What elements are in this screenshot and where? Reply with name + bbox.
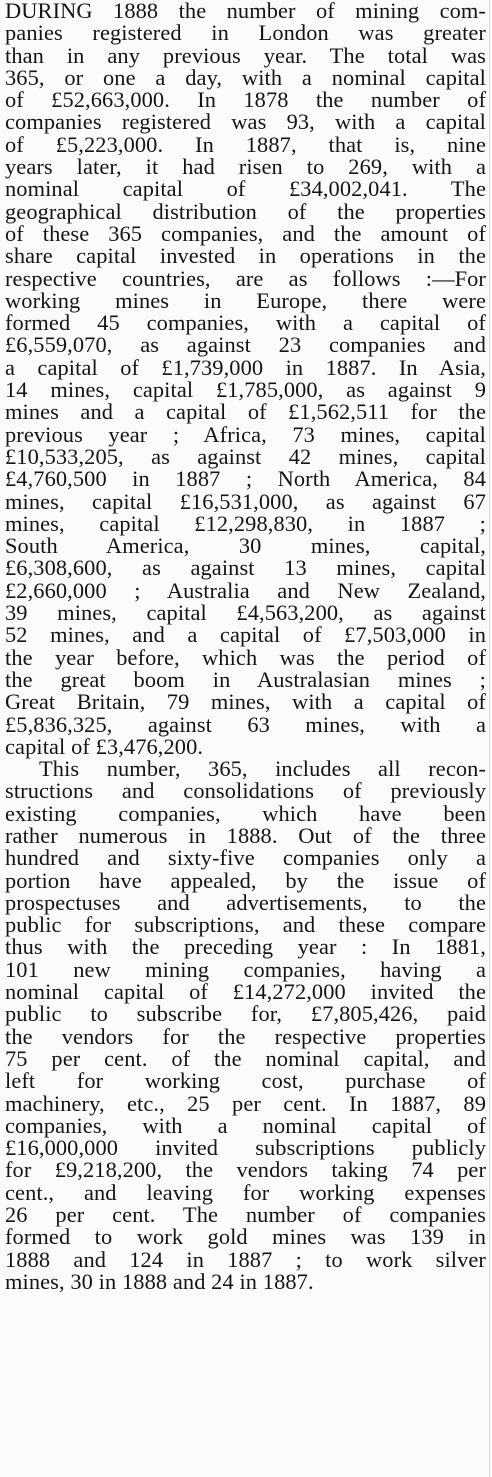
text-line: rather numerous in 1888. Out of the three: [5, 822, 486, 848]
text-line: 1888 and 124 in 1887 ; to work silver: [5, 1246, 486, 1272]
text-line: DURING 1888 the number of mining com-: [5, 0, 486, 23]
text-line: hundred and sixty-five companies only a: [5, 845, 486, 871]
text-line: nominal capital of £14,272,000 invited the: [5, 979, 486, 1005]
text-line: 26 per cent. The number of companies: [5, 1202, 486, 1228]
paragraph: [5, 0, 486, 758]
text-line: nominal capital of £34,002,041. The: [5, 176, 486, 202]
text-line: Great Britain, 79 mines, with a capital of: [5, 689, 486, 715]
text-line: of £5,223,000. In 1887, that is, nine: [5, 131, 486, 157]
text-line: South America, 30 mines, capital,: [5, 533, 486, 559]
text-line: previous year ; Africa, 73 mines, capital: [5, 421, 486, 447]
text-line: 14 mines, capital £1,785,000, as against 9: [5, 377, 486, 403]
text-line: the vendors for the respective properties: [5, 1023, 486, 1049]
text-line: a capital of £1,739,000 in 1887. In Asia,: [5, 354, 486, 380]
text-line: thus with the preceding year : In 1881,: [5, 934, 486, 960]
text-line: geographical distribution of the properties: [5, 198, 486, 224]
text-line: 39 mines, capital £4,563,200, as against: [5, 600, 486, 626]
paragraph: [5, 758, 486, 1293]
text-line: companies registered was 93, with a capital: [5, 109, 486, 135]
text-line: 52 mines, and a capital of £7,503,000 in: [5, 622, 486, 648]
text-line: of these 365 companies, and the amount of: [5, 220, 486, 246]
column-edge-rule: [489, 0, 490, 1477]
text-line: public to subscribe for, £7,805,426, paid: [5, 1001, 486, 1027]
text-line: portion have appealed, by the issue of: [5, 867, 486, 893]
text-line: than in any previous year. The total was: [5, 42, 486, 68]
text-line: £10,533,205, as against 42 mines, capital: [5, 443, 486, 469]
text-line: structions and consolidations of previously: [5, 778, 486, 804]
text-line: mines and a capital of £1,562,511 for the: [5, 399, 486, 425]
text-line: mines, capital £16,531,000, as against 67: [5, 488, 486, 514]
text-line: formed 45 companies, with a capital of: [5, 310, 486, 336]
text-line: machinery, etc., 25 per cent. In 1887, 89: [5, 1090, 486, 1116]
text-line: panies registered in London was greater: [5, 20, 486, 46]
text-line: left for working cost, purchase of: [5, 1068, 486, 1094]
text-line: 365, or one a day, with a nominal capital: [5, 64, 486, 90]
text-line: £6,308,600, as against 13 mines, capital: [5, 555, 486, 581]
text-line: 101 new mining companies, having a: [5, 956, 486, 982]
text-line: capital of £3,476,200.: [5, 733, 204, 759]
text-line: for £9,218,200, the vendors taking 74 per: [5, 1157, 486, 1183]
text-line: £16,000,000 invited subscriptions publicly: [5, 1135, 486, 1161]
text-line: 75 per cent. of the nominal capital, and: [5, 1045, 486, 1071]
text-line: This number, 365, includes all recon-: [39, 756, 486, 782]
article-body: [5, 0, 486, 1293]
text-line: £4,760,500 in 1887 ; North America, 84: [5, 466, 486, 492]
text-line: prospectuses and advertisements, to the: [5, 889, 486, 915]
text-line: years later, it had risen to 269, with a: [5, 154, 486, 180]
text-line: the great boom in Australasian mines ;: [5, 666, 486, 692]
text-line: of £52,663,000. In 1878 the number of: [5, 87, 486, 113]
text-line: cent., and leaving for working expenses: [5, 1179, 486, 1205]
text-line: working mines in Europe, there were: [5, 287, 486, 313]
text-line: respective countries, are as follows :—For: [5, 265, 486, 291]
text-line: public for subscriptions, and these compare: [5, 912, 486, 938]
text-line: share capital invested in operations in the: [5, 243, 486, 269]
text-line: £2,660,000 ; Australia and New Zealand,: [5, 577, 486, 603]
text-line: the year before, which was the period of: [5, 644, 486, 670]
text-line: mines, 30 in 1888 and 24 in 1887.: [5, 1268, 314, 1294]
text-line: £6,559,070, as against 23 companies and: [5, 332, 486, 358]
text-line: formed to work gold mines was 139 in: [5, 1224, 486, 1250]
text-line: £5,836,325, against 63 mines, with a: [5, 711, 486, 737]
text-line: mines, capital £12,298,830, in 1887 ;: [5, 510, 486, 536]
text-line: existing companies, which have been: [5, 800, 486, 826]
text-line: companies, with a nominal capital of: [5, 1112, 486, 1138]
